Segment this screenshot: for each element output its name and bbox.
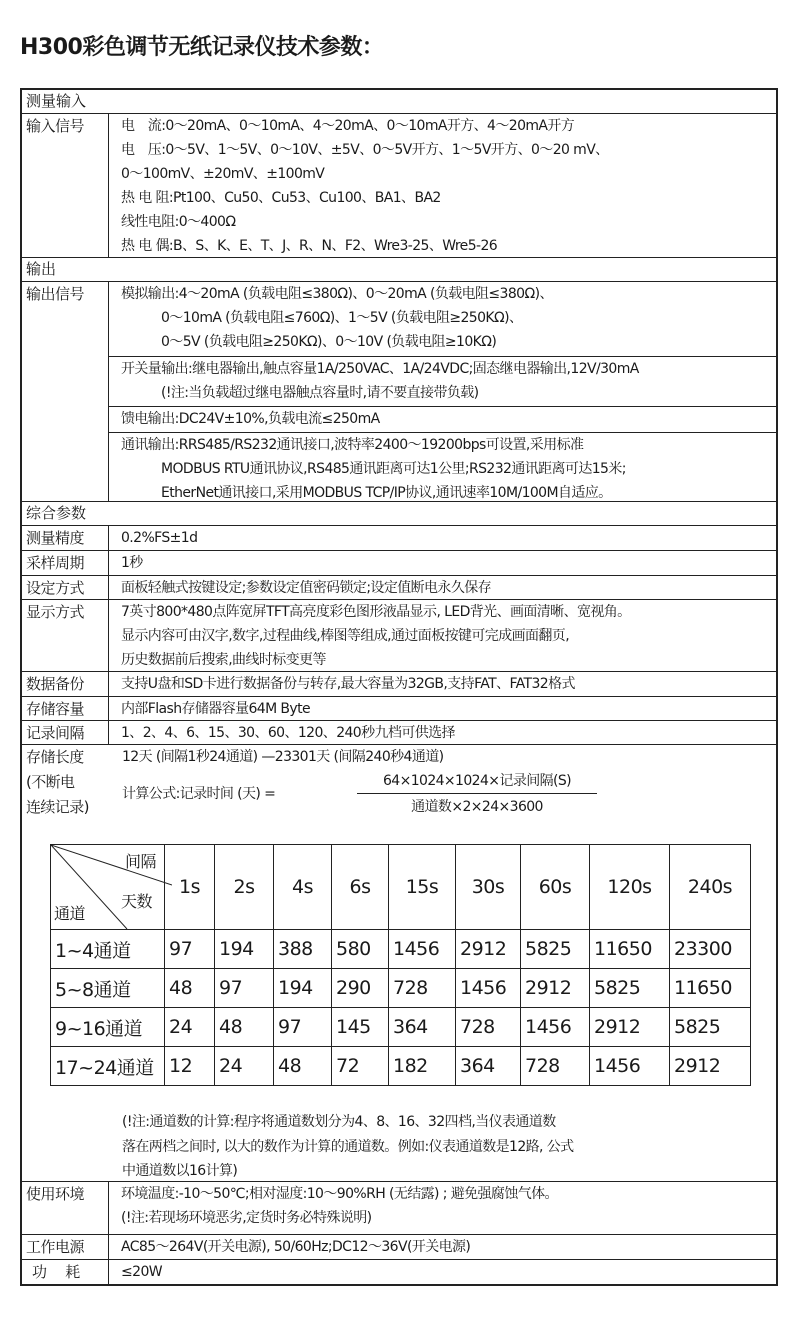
interval-header: 120s — [590, 845, 670, 930]
row-label: 使用环境 — [22, 1182, 109, 1234]
value-line: MODBUS RTU通讯协议,RS485通讯距离可达1公里;RS232通讯距离可达15米; — [161, 461, 626, 477]
storage-days-table — [50, 844, 751, 1086]
days-cell: 1456 — [456, 969, 521, 1008]
days-cell: 1456 — [521, 1008, 590, 1047]
value-line: 环境温度:-10～50℃;相对湿度:10～90%RH (无结露) ; 避免强腐蚀气体。 — [121, 1186, 558, 1202]
corner-channel-label: 通道 — [54, 904, 86, 923]
interval-header: 30s — [456, 845, 521, 930]
days-cell: 5825 — [670, 1008, 751, 1047]
table-row — [51, 1008, 751, 1047]
days-cell: 580 — [332, 930, 389, 969]
days-cell: 97 — [165, 930, 215, 969]
table-row — [51, 930, 751, 969]
section-general — [22, 502, 776, 526]
days-cell: 2912 — [590, 1008, 670, 1047]
days-cell: 194 — [274, 969, 332, 1008]
row-power — [22, 1235, 776, 1260]
switch-output — [109, 357, 776, 407]
value-line: 历史数据前后搜索,曲线时标变更等 — [121, 652, 326, 668]
days-cell: 388 — [274, 930, 332, 969]
value-line: 电 压:0～5V、1～5V、0～10V、±5V、0～5V开方、1～5V开方、0～20 mV、 — [121, 142, 609, 158]
row-label: 记录间隔 — [22, 721, 109, 744]
value-line: 电 流:0～20mA、0～10mA、4～20mA、0～10mA开方、4～20mA开方 — [121, 118, 575, 134]
value-line: (!注:当负载超过继电器触点容量时,请不要直接带负载) — [161, 385, 479, 401]
table-row — [51, 1047, 751, 1086]
days-cell: 5825 — [590, 969, 670, 1008]
corner-cell — [51, 845, 165, 930]
channel-range-cell: 17~24通道 — [51, 1047, 165, 1086]
value-line: 1、2、4、6、15、30、60、120、240秒九档可供选择 — [121, 725, 455, 741]
value-line: (!注:若现场环境恶劣,定货时务必特殊说明) — [121, 1210, 372, 1226]
row-accuracy — [22, 526, 776, 551]
section-heading: 测量输入 — [26, 92, 87, 110]
corner-days-label: 天数 — [121, 892, 153, 911]
note-line: 落在两档之间时, 以大的数作为计算的通道数。例如:仪表通道数是12路, 公式 — [122, 1139, 574, 1155]
days-cell: 364 — [456, 1047, 521, 1086]
feed-output — [109, 407, 776, 433]
days-cell: 72 — [332, 1047, 389, 1086]
value-line: 0～100mV、±20mV、±100mV — [121, 166, 325, 182]
value-line: 线性电阻:0～400Ω — [121, 214, 236, 230]
days-cell: 23300 — [670, 930, 751, 969]
days-cell: 2912 — [521, 969, 590, 1008]
days-cell: 48 — [165, 969, 215, 1008]
value-line: EtherNet通讯接口,采用MODBUS TCP/IP协议,通讯速率10M/100M自适应。 — [161, 485, 612, 501]
days-cell: 48 — [215, 1008, 274, 1047]
fraction-bar — [357, 793, 597, 794]
section-heading: 输出 — [26, 260, 57, 278]
row-label: 存储容量 — [22, 697, 109, 720]
row-input-signal — [22, 114, 776, 258]
value-line: 1秒 — [121, 555, 143, 571]
days-cell: 97 — [215, 969, 274, 1008]
section-input — [22, 90, 776, 114]
interval-header: 15s — [389, 845, 456, 930]
value-line: 馈电输出:DC24V±10%,负载电流≤250mA — [121, 411, 380, 427]
row-value — [109, 282, 776, 501]
formula-numerator: 64×1024×1024×记录间隔(S) — [382, 773, 572, 789]
days-cell: 364 — [389, 1008, 456, 1047]
row-storage-length — [22, 745, 776, 1182]
row-environment — [22, 1182, 776, 1235]
row-label: 存储长度 — [26, 748, 84, 766]
interval-header: 240s — [670, 845, 751, 930]
days-cell: 48 — [274, 1047, 332, 1086]
days-cell: 12 — [165, 1047, 215, 1086]
value-line: ≤20W — [121, 1264, 162, 1280]
value-line: 模拟输出:4～20mA (负载电阻≤380Ω)、0～20mA (负载电阻≤380Ω)、 — [121, 286, 553, 302]
days-cell: 182 — [389, 1047, 456, 1086]
spec-table — [20, 88, 778, 1286]
days-cell: 2912 — [456, 930, 521, 969]
days-cell: 2912 — [670, 1047, 751, 1086]
interval-header: 1s — [165, 845, 215, 930]
value-line: 通讯输出:RRS485/RS232通讯接口,波特率2400～19200bps可设置,采用标准 — [121, 437, 584, 453]
page-title: H300彩色调节无纸记录仪技术参数： — [20, 35, 384, 60]
table-header-row — [51, 845, 751, 930]
row-capacity — [22, 697, 776, 721]
storage-range: 12天 (间隔1秒24通道) —23301天 (间隔240秒4通道) — [122, 749, 444, 765]
value-line: 7英寸800*480点阵宽屏TFT高亮度彩色图形液晶显示, LED背光、画面清晰、宽视角。 — [121, 604, 631, 620]
channel-range-cell: 5~8通道 — [51, 969, 165, 1008]
row-label: 显示方式 — [22, 600, 109, 671]
table-row — [51, 969, 751, 1008]
channel-range-cell: 9~16通道 — [51, 1008, 165, 1047]
days-cell: 5825 — [521, 930, 590, 969]
days-cell: 728 — [389, 969, 456, 1008]
section-heading: 综合参数 — [26, 504, 87, 522]
analog-output — [109, 282, 776, 357]
value-line: 0～10mA (负载电阻≤760Ω)、1～5V (负载电阻≥250KΩ)、 — [161, 310, 523, 326]
row-label: 设定方式 — [22, 576, 109, 599]
note-line: (!注:通道数的计算:程序将通道数划分为4、8、16、32四档,当仪表通道数 — [122, 1114, 556, 1130]
days-cell: 728 — [521, 1047, 590, 1086]
row-label: 采样周期 — [22, 551, 109, 575]
row-value — [109, 114, 776, 257]
row-label: 输入信号 — [22, 114, 109, 257]
section-output — [22, 258, 776, 282]
row-label: 测量精度 — [22, 526, 109, 550]
formula-denominator: 通道数×2×24×3600 — [411, 799, 543, 815]
row-display — [22, 600, 776, 672]
value-line: 面板轻触式按键设定;参数设定值密码锁定;设定值断电永久保存 — [121, 580, 492, 596]
days-cell: 290 — [332, 969, 389, 1008]
days-cell: 194 — [215, 930, 274, 969]
value-line: 热 电 偶:B、S、K、E、T、J、R、N、F2、Wre3-25、Wre5-26 — [121, 238, 498, 254]
row-setting — [22, 576, 776, 600]
days-cell: 1456 — [389, 930, 456, 969]
value-line: 支持U盘和SD卡进行数据备份与转存,最大容量为32GB,支持FAT、FAT32格式 — [121, 676, 575, 692]
row-label: 数据备份 — [22, 672, 109, 696]
days-cell: 97 — [274, 1008, 332, 1047]
row-label: 工作电源 — [22, 1235, 109, 1259]
days-cell: 24 — [215, 1047, 274, 1086]
row-interval — [22, 721, 776, 745]
row-sampling — [22, 551, 776, 576]
note-line: 中通道数以16计算) — [122, 1163, 238, 1179]
formula-label: 计算公式:记录时间 (天) = — [122, 786, 276, 802]
row-label: 功 耗 — [22, 1260, 109, 1284]
days-cell: 11650 — [670, 969, 751, 1008]
row-output-signal — [22, 282, 776, 502]
row-consumption — [22, 1260, 776, 1284]
comm-output — [109, 433, 776, 505]
interval-header: 2s — [215, 845, 274, 930]
value-line: AC85～264V(开关电源), 50/60Hz;DC12～36V(开关电源) — [121, 1239, 471, 1255]
channel-range-cell: 1~4通道 — [51, 930, 165, 969]
days-cell: 1456 — [590, 1047, 670, 1086]
interval-header: 4s — [274, 845, 332, 930]
interval-header: 6s — [332, 845, 389, 930]
row-label: 输出信号 — [22, 282, 109, 501]
days-cell: 24 — [165, 1008, 215, 1047]
row-label: (不断电 — [26, 773, 75, 791]
value-line: 显示内容可由汉字,数字,过程曲线,棒图等组成,通过面板按键可完成画面翻页, — [121, 628, 570, 644]
days-cell: 11650 — [590, 930, 670, 969]
days-cell: 145 — [332, 1008, 389, 1047]
value-line: 热 电 阻:Pt100、Cu50、Cu53、Cu100、BA1、BA2 — [121, 190, 441, 206]
value-line: 内部Flash存储器容量64M Byte — [121, 701, 311, 717]
row-backup — [22, 672, 776, 697]
days-cell: 728 — [456, 1008, 521, 1047]
corner-interval-label: 间隔 — [125, 852, 157, 871]
value-line: 0～5V (负载电阻≥250KΩ)、0～10V (负载电阻≥10KΩ) — [161, 334, 497, 350]
row-label: 连续记录) — [26, 798, 89, 816]
interval-header: 60s — [521, 845, 590, 930]
value-line: 开关量输出:继电器输出,触点容量1A/250VAC、1A/24VDC;固态继电器输出,12V/30mA — [121, 361, 639, 377]
value-line: 0.2%FS±1d — [121, 530, 198, 546]
